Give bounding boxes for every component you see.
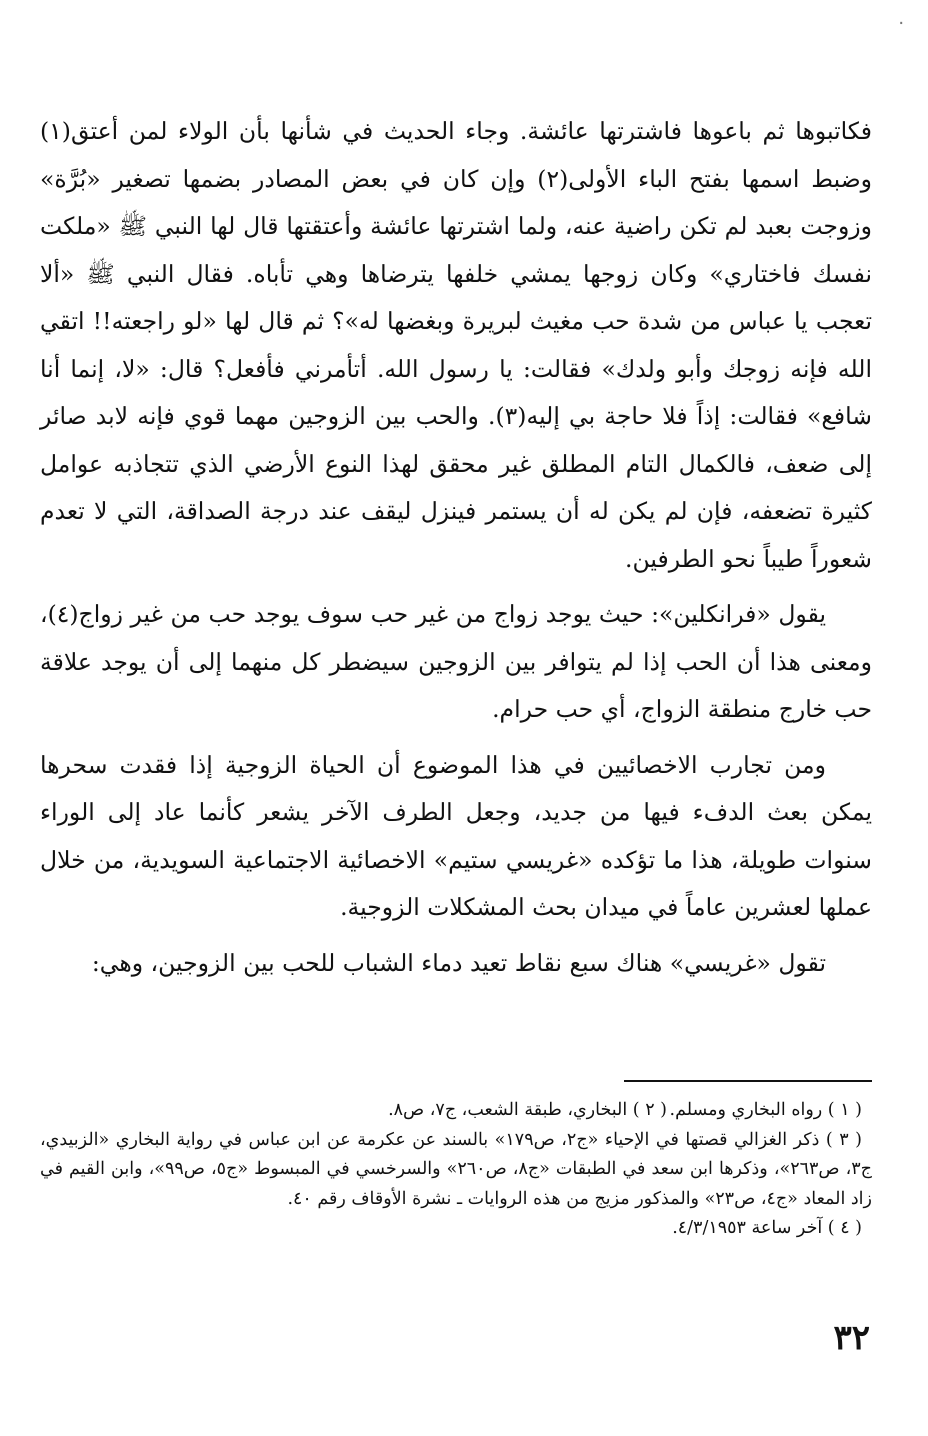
page-number: ٣٢: [833, 1318, 870, 1358]
paragraph-3: ومن تجارب الاخصائيين في هذا الموضوع أن الحياة الزوجية إذا فقدت سحرها يمكن بعث الدفء فيها من جديد، وجعل الطرف الآخر يشعر كأنما عاد إلى الوراء سنوات طويلة، هذا ما تؤكده «غريسي ستيم» الاخصائية الاجتماعية السويدية، من خلال عملها لعشرين عاماً في ميدان بحث المشكلات الزوجية.: [40, 750, 872, 921]
paragraph-4: تقول «غريسي» هناك سبع نقاط تعيد دماء الشباب للحب بين الزوجين، وهي:: [91, 948, 826, 977]
footnote-4: ( ٤ ) آخر ساعة ٤/٣/١٩٥٣.: [672, 1218, 862, 1238]
corner-mark: ٠: [896, 12, 906, 33]
footnote-3: ( ٣ ) ذكر الغزالي قصتها في الإحياء «ج٢، ص١٧٩» بالسند عن عكرمة عن ابن عباس في رواية البخاري «الزبيدي، ج٣، ص٢٦٣»، وذكرها ابن سعد في الطبقات «ج٨، ص٢٦٠» والسرخسي في المبسوط «ج٥، ص٩٩»، وابن القيم في زاد المعاد «ج٤، ص٢٣» والمذكور مزيج من هذه الروايات ـ نشرة الأوقاف رقم ٤٠.: [40, 1129, 872, 1209]
footnotes: [40, 1096, 872, 1244]
footnote-separator: [624, 1080, 872, 1082]
paragraph-1: فكاتبوها ثم باعوها فاشترتها عائشة. وجاء الحديث في شأنها بأن الولاء لمن أعتق(١) وضبط اسمها بفتح الباء الأولى(٢) وإن كان في بعض المصادر بضمها تصغير «بُرَّة» وزوجت بعبد لم تكن راضية عنه، ولما اشترتها عائشة وأعتقتها قال لها النبي ﷺ «ملكت نفسك فاختاري» وكان زوجها يمشي خلفها يترضاها وهي تأباه. فقال النبي ﷺ «ألا تعجب يا عباس من شدة حب مغيث لبريرة وبغضها له»؟ ثم قال لها «لو راجعته!! اتقي الله فإنه زوجك وأبو ولدك» فقالت: يا رسول الله. أتأمرني فأفعل؟ قال: «لا، إنما أنا شافع» فقالت: إذاً فلا حاجة بي إليه(٣). والحب بين الزوجين مهما قوي فإنه لابد صائر إلى ضعف، فالكمال التام المطلق غير محقق لهذا النوع الأرضي الذي تتجاذبه عوامل كثيرة تضعفه، فإن لم يكن له أن يستمر فينزل ليقف عند درجة الصداقة، التي لا تعدم شعوراً طيباً نحو الطرفين.: [40, 117, 872, 573]
paragraph-2: يقول «فرانكلين»: حيث يوجد زواج من غير حب سوف يوجد حب من غير زواج(٤)، ومعنى هذا أن الحب إذا لم يتوافر بين الزوجين سيضطر كل منهما إلى أن يوجد علاقة حب خارج منطقة الزواج، أي حب حرام.: [40, 600, 872, 723]
footnote-row-1-2: [40, 1096, 872, 1126]
footnote-1: ( ١ ) رواه البخاري ومسلم.: [669, 1100, 862, 1120]
main-text: [40, 108, 872, 987]
footnote-2: ( ٢ ) البخاري، طبقة الشعب، ج٧، ص٨.: [388, 1100, 667, 1120]
